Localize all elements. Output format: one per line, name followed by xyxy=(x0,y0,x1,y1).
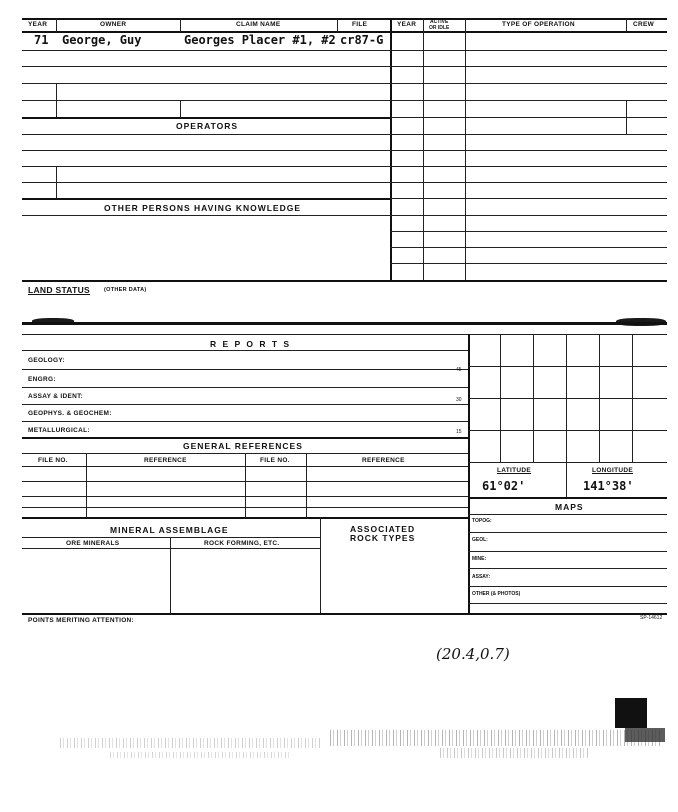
record-owner: George, Guy xyxy=(62,33,142,47)
ref-reference-2: REFERENCE xyxy=(362,457,405,464)
header-year-2: YEAR xyxy=(397,21,417,28)
scale-15: 15 xyxy=(456,429,462,435)
operators-title: OPERATORS xyxy=(176,121,239,131)
form-code: SP-14612 xyxy=(640,615,663,621)
latitude-value: 61°02' xyxy=(482,479,526,493)
maps-title: MAPS xyxy=(555,502,584,512)
mineral-assemblage-title: MINERAL ASSEMBLAGE xyxy=(110,525,229,535)
record-file: cr87-G xyxy=(340,33,384,47)
maps-other: OTHER (& PHOTOS) xyxy=(472,591,521,597)
top-border xyxy=(22,18,667,20)
ref-file-no-1: FILE NO. xyxy=(38,457,68,464)
record-claim-name: Georges Placer #1, #2 xyxy=(184,33,336,47)
land-status-subtitle: (OTHER DATA) xyxy=(104,287,147,293)
general-references-title: GENERAL REFERENCES xyxy=(183,441,303,451)
record-year: 71 xyxy=(34,33,49,47)
handwritten-note: (20.4,0.7) xyxy=(436,645,510,663)
maps-topog: TOPOG: xyxy=(472,518,492,524)
reports-engrg: ENGRG: xyxy=(28,376,56,383)
main-divider xyxy=(390,18,392,280)
scan-noise-4 xyxy=(440,748,590,758)
associated-rock-types-line1: ASSOCIATED xyxy=(350,524,416,534)
scan-noise-3 xyxy=(110,752,290,758)
latitude-label: LATITUDE xyxy=(497,467,532,474)
header-claim-name: CLAIM NAME xyxy=(236,21,281,28)
scale-30: 30 xyxy=(456,397,462,403)
scan-black-block xyxy=(615,698,647,728)
longitude-value: 141°38' xyxy=(583,479,634,493)
header-active: ACTIVE xyxy=(430,19,449,25)
scan-noise-1 xyxy=(60,738,320,748)
reports-title: R E P O R T S xyxy=(210,339,292,349)
maps-assay: ASSAY: xyxy=(472,574,491,580)
points-meriting-attention: POINTS MERITING ATTENTION: xyxy=(28,617,135,624)
other-persons-title: OTHER PERSONS HAVING KNOWLEDGE xyxy=(104,203,302,213)
ref-file-no-2: FILE NO. xyxy=(260,457,290,464)
maps-mine: MINE: xyxy=(472,556,487,562)
header-type-of-operation: TYPE OF OPERATION xyxy=(502,21,575,28)
land-status-title: LAND STATUS xyxy=(28,285,91,295)
reports-metallurgical: METALLURGICAL: xyxy=(28,427,90,434)
ore-minerals-label: ORE MINERALS xyxy=(66,540,120,547)
maps-geol: GEOL: xyxy=(472,537,488,543)
scan-dark-patch xyxy=(625,728,665,742)
ref-reference-1: REFERENCE xyxy=(144,457,187,464)
header-year: YEAR xyxy=(28,21,48,28)
header-file: FILE xyxy=(352,21,368,28)
header-owner: OWNER xyxy=(100,21,127,28)
longitude-label: LONGITUDE xyxy=(592,467,633,474)
reports-geology: GEOLOGY: xyxy=(28,357,65,364)
header-or-idle: OR IDLE xyxy=(429,25,450,31)
right-grid-divider xyxy=(468,334,470,614)
reports-geophys: GEOPHYS. & GEOCHEM: xyxy=(28,410,112,417)
rock-forming-label: ROCK FORMING, ETC. xyxy=(204,540,280,547)
reports-assay: ASSAY & IDENT: xyxy=(28,393,84,400)
associated-rock-types-line2: ROCK TYPES xyxy=(350,533,416,543)
header-crew: CREW xyxy=(633,21,655,28)
scan-noise-2 xyxy=(330,730,660,746)
scale-45: 45 xyxy=(456,367,462,373)
